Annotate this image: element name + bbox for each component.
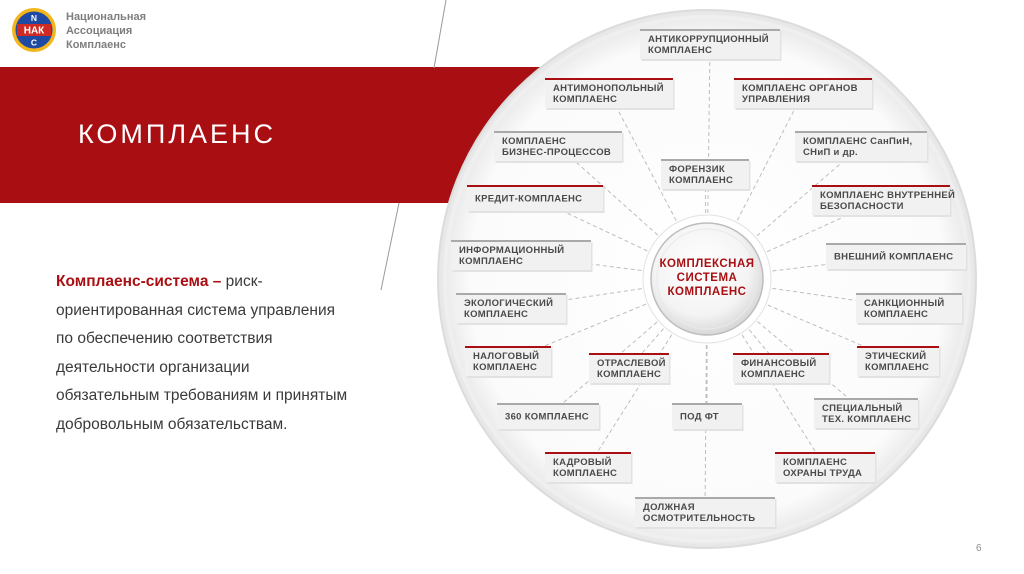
box-top-bar [640,29,780,31]
box-top-bar [497,403,599,405]
logo-letter-bottom: C [30,37,38,48]
box-label-line: КОМПЛАЕНС [597,369,662,380]
box-top-bar [494,131,622,133]
box-label-line: БИЗНЕС-ПРОЦЕССОВ [502,147,612,158]
org-name-line: Ассоциация [66,25,133,37]
box-label-line: КОМПЛАЕНС [459,256,524,267]
box-top-bar [589,353,669,355]
org-name-line: Национальная [66,11,146,23]
box-label-line: САНКЦИОННЫЙ [864,298,945,309]
box-label-line: 360 КОМПЛАЕНС [505,411,589,423]
slide-title: КОМПЛАЕНС [78,119,277,149]
box-top-bar [814,398,918,400]
compliance-box-pod-ft [672,403,744,431]
compliance-box-government [734,78,874,110]
box-label-line: ВНЕШНИЙ КОМПЛАЕНС [834,251,954,263]
box-label-line: КАДРОВЫЙ [553,457,612,468]
compliance-box-labor-safety [775,452,877,484]
box-label-line: АНТИМОНОПОЛЬНЫЙ [553,83,664,94]
box-label-line: КОМПЛАЕНС [783,457,848,468]
box-label-line: КОМПЛАЕНС [502,136,567,147]
box-label-line: ФИНАНСОВЫЙ [741,358,817,369]
box-label-line: КОМПЛАЕНС [464,309,529,320]
compliance-box-antimonopoly [545,78,675,110]
box-top-bar [826,243,966,245]
box-label-line: КРЕДИТ-КОМПЛАЕНС [475,193,583,205]
box-top-bar [545,78,673,80]
compliance-box-external [826,243,968,271]
box-label-line: СНиП и др. [803,147,858,158]
definition-term: Комплаенс-система – [56,273,222,290]
box-label-line: КОМПЛАЕНС [648,45,713,56]
compliance-box-forensic [661,159,751,191]
box-label-line: ОСМОТРИТЕЛЬНОСТЬ [643,513,756,524]
box-label-line: ПОД ФТ [680,411,719,423]
center-label-line: КОМПЛАЕНС [667,286,747,298]
box-label-line: КОМПЛАЕНС ВНУТРЕННЕЙ [820,190,956,201]
box-label-line: ОТРАСЛЕВОЙ [597,358,666,369]
compliance-box-internal-security [812,185,955,217]
box-label-line: ИНФОРМАЦИОННЫЙ [459,245,565,256]
page-number: 6 [976,543,982,554]
box-top-bar [672,403,742,405]
compliance-box-c360 [497,403,601,431]
center-label-line: КОМПЛЕКСНАЯ [659,258,755,270]
definition-text: риск-ориентированная система управления по обеспечению соответствия деятельности организации обязательным требованиям и принятым добровольным обязательствам. [56,273,348,433]
compliance-box-information [451,240,593,272]
box-label-line: ДОЛЖНАЯ [643,502,695,513]
compliance-box-credit [467,185,605,213]
box-label-line: КОМПЛАЕНС [865,362,930,373]
box-label-line: ОХРАНЫ ТРУДА [783,468,863,479]
compliance-box-hr [545,452,633,484]
logo-letters-middle: НАК [23,25,45,37]
box-top-bar [635,497,775,499]
box-label-line: КОМПЛАЕНС СанПиН, [803,136,913,147]
box-label-line: ЭКОЛОГИЧЕСКИЙ [464,298,554,309]
box-label-line: КОМПЛАЕНС [864,309,929,320]
box-label-line: БЕЗОПАСНОСТИ [820,201,904,212]
box-label-line: КОМПЛАЕНС [553,94,618,105]
compliance-box-sanpin [795,131,929,163]
box-top-bar [467,185,603,187]
box-label-line: УПРАВЛЕНИЯ [742,94,811,105]
box-label-line: НАЛОГОВЫЙ [473,351,540,362]
compliance-box-anticorruption [640,29,782,61]
box-label-line: ФОРЕНЗИК [669,164,726,175]
compliance-box-special-tech [814,398,920,430]
compliance-box-sanctions [856,293,964,325]
box-top-bar [465,346,551,348]
box-top-bar [795,131,927,133]
box-top-bar [812,185,950,187]
box-label-line: КОМПЛАЕНС ОРГАНОВ [742,83,858,94]
logo-letter-top: N [30,13,38,23]
box-label-line: АНТИКОРРУПЦИОННЫЙ [648,34,769,45]
box-top-bar [734,78,872,80]
compliance-box-business [494,131,624,163]
box-top-bar [451,240,591,242]
box-label-line: СПЕЦИАЛЬНЫЙ [822,403,903,414]
compliance-box-ecological [456,293,568,325]
compliance-box-industry [589,353,671,385]
box-label-line: КОМПЛАЕНС [741,369,806,380]
compliance-box-ethical [857,346,941,378]
box-top-bar [857,346,939,348]
compliance-box-due-diligence [635,497,777,529]
box-label-line: КОМПЛАЕНС [669,175,734,186]
box-top-bar [775,452,875,454]
compliance-box-financial [733,353,831,385]
box-label-line: ЭТИЧЕСКИЙ [865,351,927,362]
center-label-line: СИСТЕМА [676,272,738,284]
box-label-line: ТЕХ. КОМПЛАЕНС [822,414,912,425]
org-name-line: Комплаенс [66,39,127,51]
box-top-bar [856,293,962,295]
box-top-bar [661,159,749,161]
box-label-line: КОМПЛАЕНС [553,468,618,479]
compliance-box-tax [465,346,553,378]
box-top-bar [456,293,566,295]
box-top-bar [733,353,829,355]
box-label-line: КОМПЛАЕНС [473,362,538,373]
box-top-bar [545,452,631,454]
